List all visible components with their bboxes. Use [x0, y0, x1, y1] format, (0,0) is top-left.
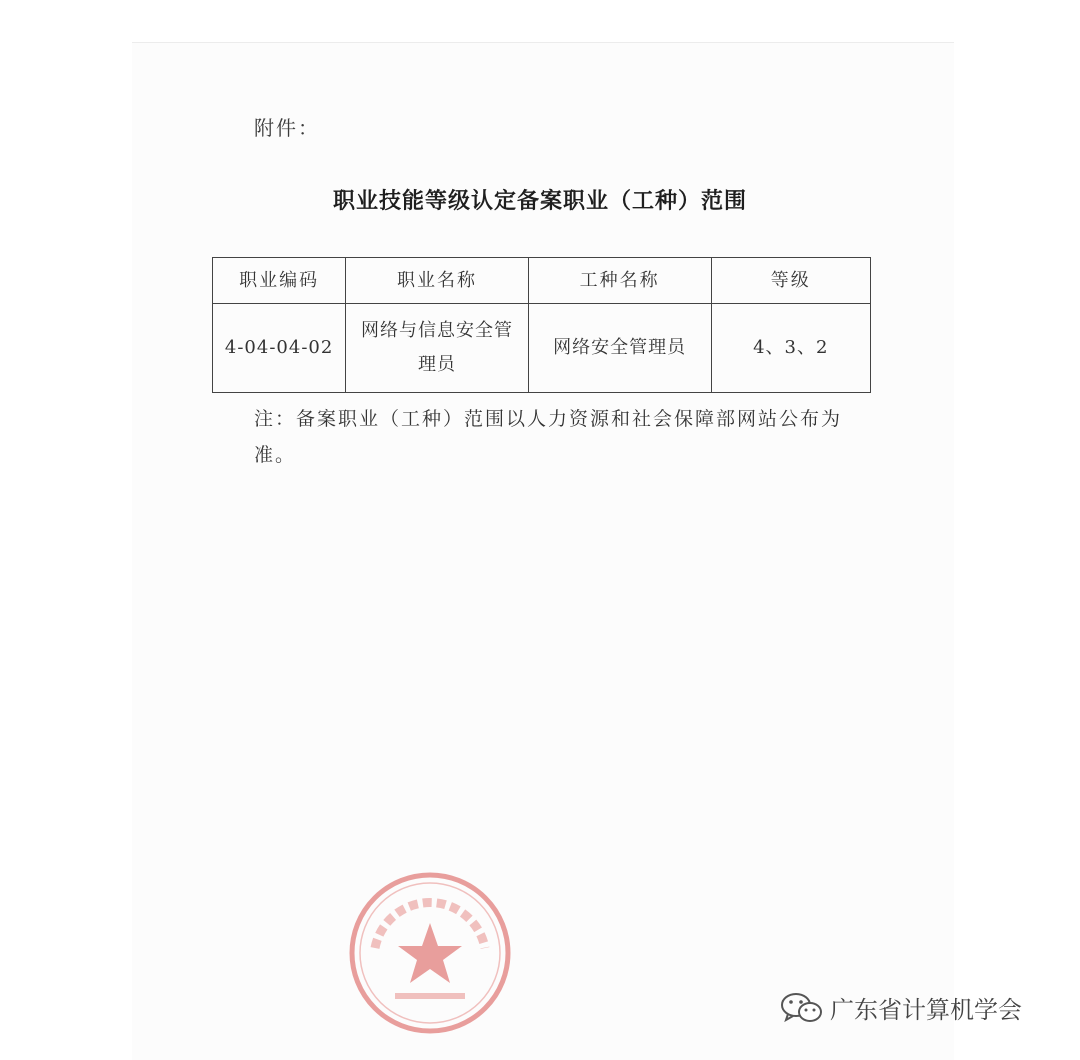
cell-levels: 4、3、2 [711, 304, 871, 393]
wechat-icon [780, 991, 824, 1025]
header-occupation-code: 职业编码 [213, 258, 346, 304]
header-job-type: 工种名称 [528, 258, 711, 304]
footnote: 注：备案职业（工种）范围以人力资源和社会保障部网站公布为准。 [254, 408, 843, 466]
wechat-watermark [780, 990, 1022, 1025]
cell-job-type: 网络安全管理员 [528, 304, 711, 393]
cell-occupation-code: 4-04-04-02 [213, 304, 346, 393]
star-seal-icon [345, 868, 515, 1038]
watermark-text: 广东省计算机学会 [830, 996, 1022, 1024]
header-level: 等级 [711, 258, 871, 304]
attachment-label: 附件： [254, 116, 320, 140]
table-header-row [213, 258, 871, 304]
cell-occupation-name: 网络与信息安全管理员 [346, 304, 529, 393]
document-title: 职业技能等级认定备案职业（工种）范围 [332, 189, 747, 214]
header-occupation-name: 职业名称 [346, 258, 529, 304]
table-row [213, 304, 871, 393]
occupation-scope-table [212, 257, 871, 393]
